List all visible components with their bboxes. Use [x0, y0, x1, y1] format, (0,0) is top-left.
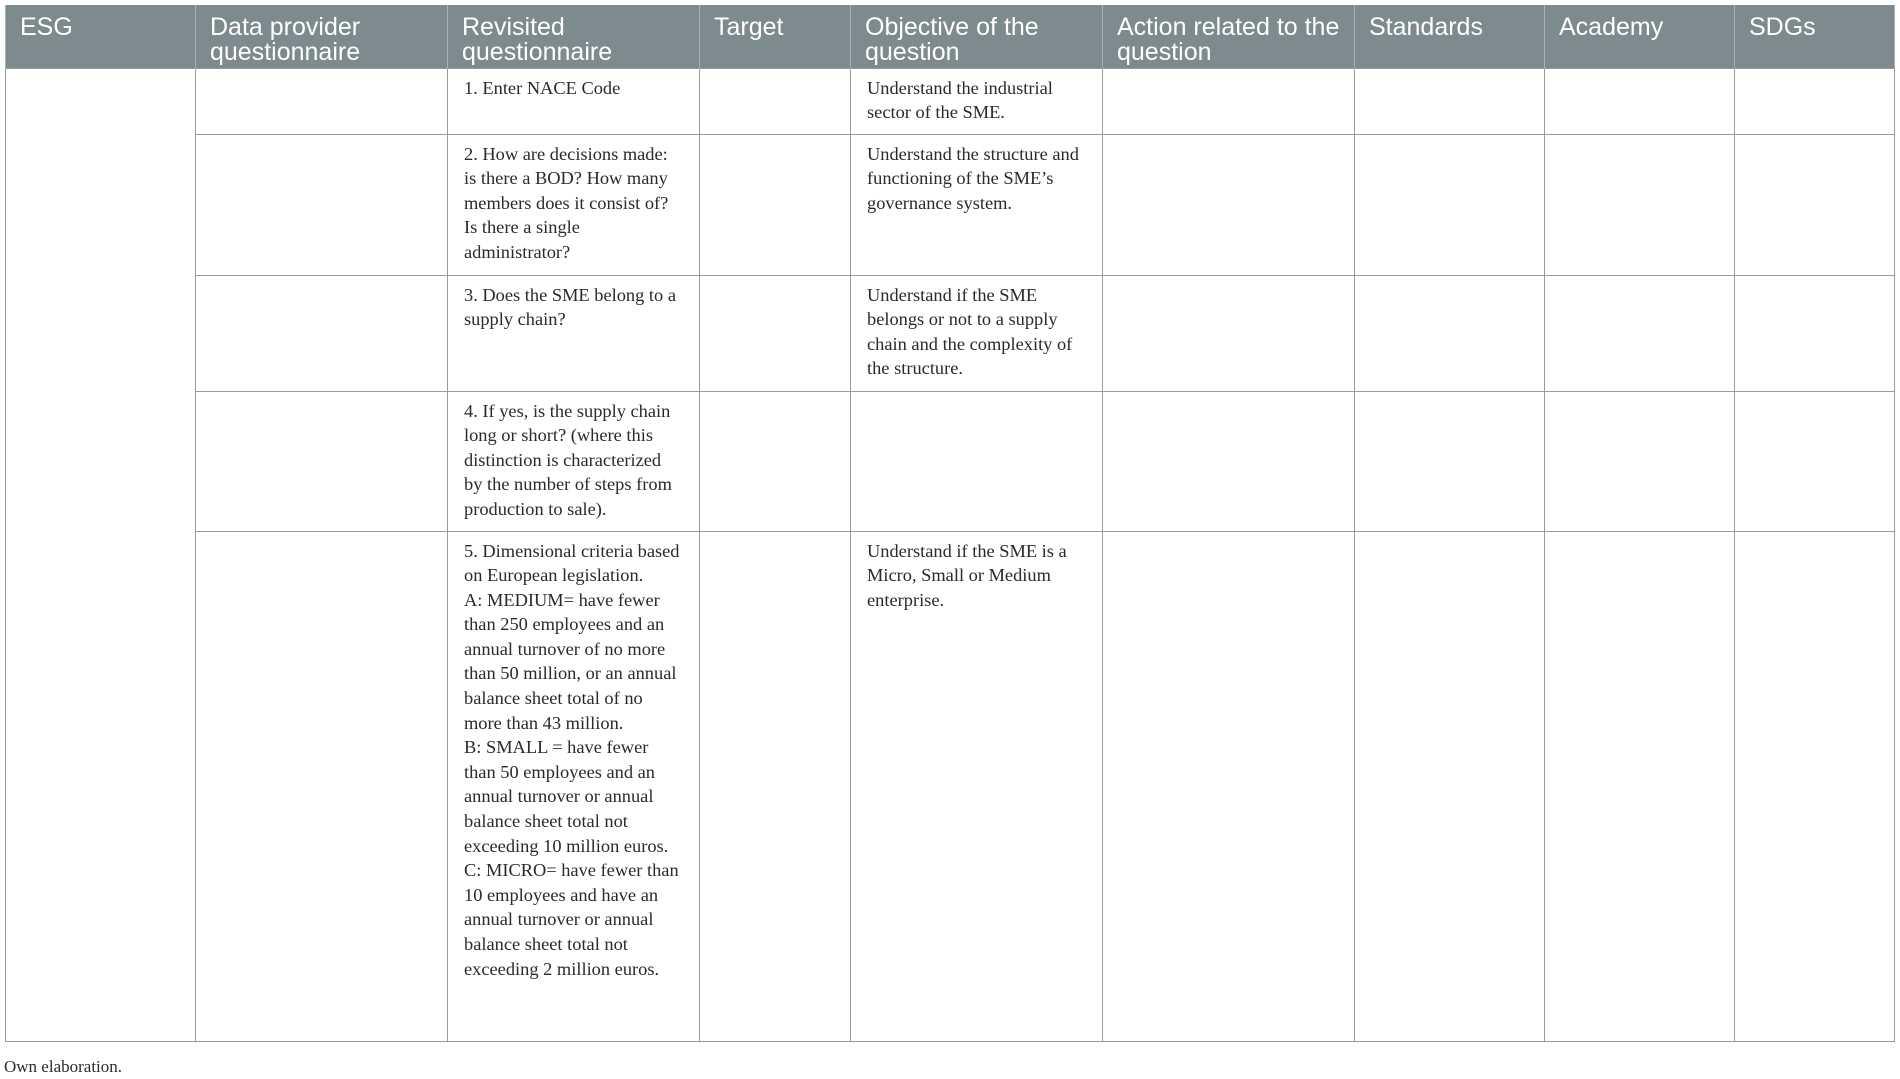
data-provider-cell — [196, 531, 448, 1041]
standards-cell — [1355, 531, 1545, 1041]
objective-text: Understand if the SME belongs or not to a supply chain and the complexity of the structure. — [867, 284, 1073, 379]
sdgs-cell — [1735, 391, 1895, 531]
action-cell — [1103, 391, 1355, 531]
action-cell — [1103, 275, 1355, 391]
table-body — [6, 68, 1895, 1041]
target-cell — [700, 134, 851, 275]
esg-questionnaire-table — [5, 5, 1895, 1042]
data-provider-cell — [196, 134, 448, 275]
objective-cell — [851, 68, 1103, 134]
objective-cell — [851, 134, 1103, 275]
table-container — [5, 5, 1894, 1042]
revisited-question-cell — [448, 134, 700, 275]
header-row — [6, 5, 1895, 68]
academy-cell — [1545, 531, 1735, 1041]
table-row — [6, 134, 1895, 275]
header-data-provider-questionnaire: Data provider questionnaire — [196, 5, 448, 68]
revisited-question-text: 4. If yes, is the supply chain long or short? (where this distinction is characterized by the number of steps from production to sale). — [464, 400, 672, 519]
revisited-question-cell — [448, 68, 700, 134]
academy-cell — [1545, 275, 1735, 391]
header-standards: Standards — [1355, 5, 1545, 68]
table-row — [6, 391, 1895, 531]
revisited-question-text: 1. Enter NACE Code — [464, 77, 621, 98]
table-row — [6, 275, 1895, 391]
table-footnote: Own elaboration. — [4, 1057, 123, 1076]
target-cell — [700, 275, 851, 391]
revisited-question-cell — [448, 275, 700, 391]
data-provider-cell — [196, 68, 448, 134]
header-academy: Academy — [1545, 5, 1735, 68]
standards-cell — [1355, 68, 1545, 134]
academy-cell — [1545, 134, 1735, 275]
sdgs-cell — [1735, 531, 1895, 1041]
standards-cell — [1355, 391, 1545, 531]
objective-text: Understand the industrial sector of the SME. — [867, 77, 1053, 123]
revisited-question-cell — [448, 391, 700, 531]
revisited-question-text: 2. How are decisions made: is there a BOD? How many members does it consist of? Is there a single administrator? — [464, 143, 669, 262]
revisited-question-text: 3. Does the SME belong to a supply chain? — [464, 284, 676, 330]
academy-cell — [1545, 391, 1735, 531]
target-cell — [700, 531, 851, 1041]
revisited-question-cell — [448, 531, 700, 1041]
table-header — [6, 5, 1895, 68]
target-cell — [700, 391, 851, 531]
table-row — [6, 68, 1895, 134]
objective-text: Understand the structure and functioning of the SME’s governance system. — [867, 143, 1079, 213]
objective-cell — [851, 275, 1103, 391]
target-cell — [700, 68, 851, 134]
action-cell — [1103, 68, 1355, 134]
academy-cell — [1545, 68, 1735, 134]
standards-cell — [1355, 275, 1545, 391]
objective-cell — [851, 391, 1103, 531]
header-action-related-to-the-question: Action related to the question — [1103, 5, 1355, 68]
sdgs-cell — [1735, 68, 1895, 134]
action-cell — [1103, 134, 1355, 275]
action-cell — [1103, 531, 1355, 1041]
table-row — [6, 531, 1895, 1041]
header-revisited-questionnaire: Revisited questionnaire — [448, 5, 700, 68]
standards-cell — [1355, 134, 1545, 275]
data-provider-cell — [196, 391, 448, 531]
header-target: Target — [700, 5, 851, 68]
header-sdgs: SDGs — [1735, 5, 1895, 68]
header-objective-of-the-question: Objective of the question — [851, 5, 1103, 68]
sdgs-cell — [1735, 275, 1895, 391]
sdgs-cell — [1735, 134, 1895, 275]
objective-text: Understand if the SME is a Micro, Small or Medium enterprise. — [867, 540, 1067, 610]
data-provider-cell — [196, 275, 448, 391]
objective-cell — [851, 531, 1103, 1041]
header-esg: ESG — [6, 5, 196, 68]
revisited-question-text: 5. Dimensional criteria based on European legislation. A: MEDIUM= have fewer than 250 employees and an annual turnover of no more than 50 million, or an annual balance sheet total of no more than 43 million. B: SMALL = have fewer than 50 employees and an annual turnover or annual balance sheet total not exceeding 10 million euros. C: MICRO= have fewer than 10 employees and have an annual turnover or annual balance sheet total not exceeding 2 million euros. — [464, 540, 680, 979]
esg-cell — [6, 68, 196, 1041]
